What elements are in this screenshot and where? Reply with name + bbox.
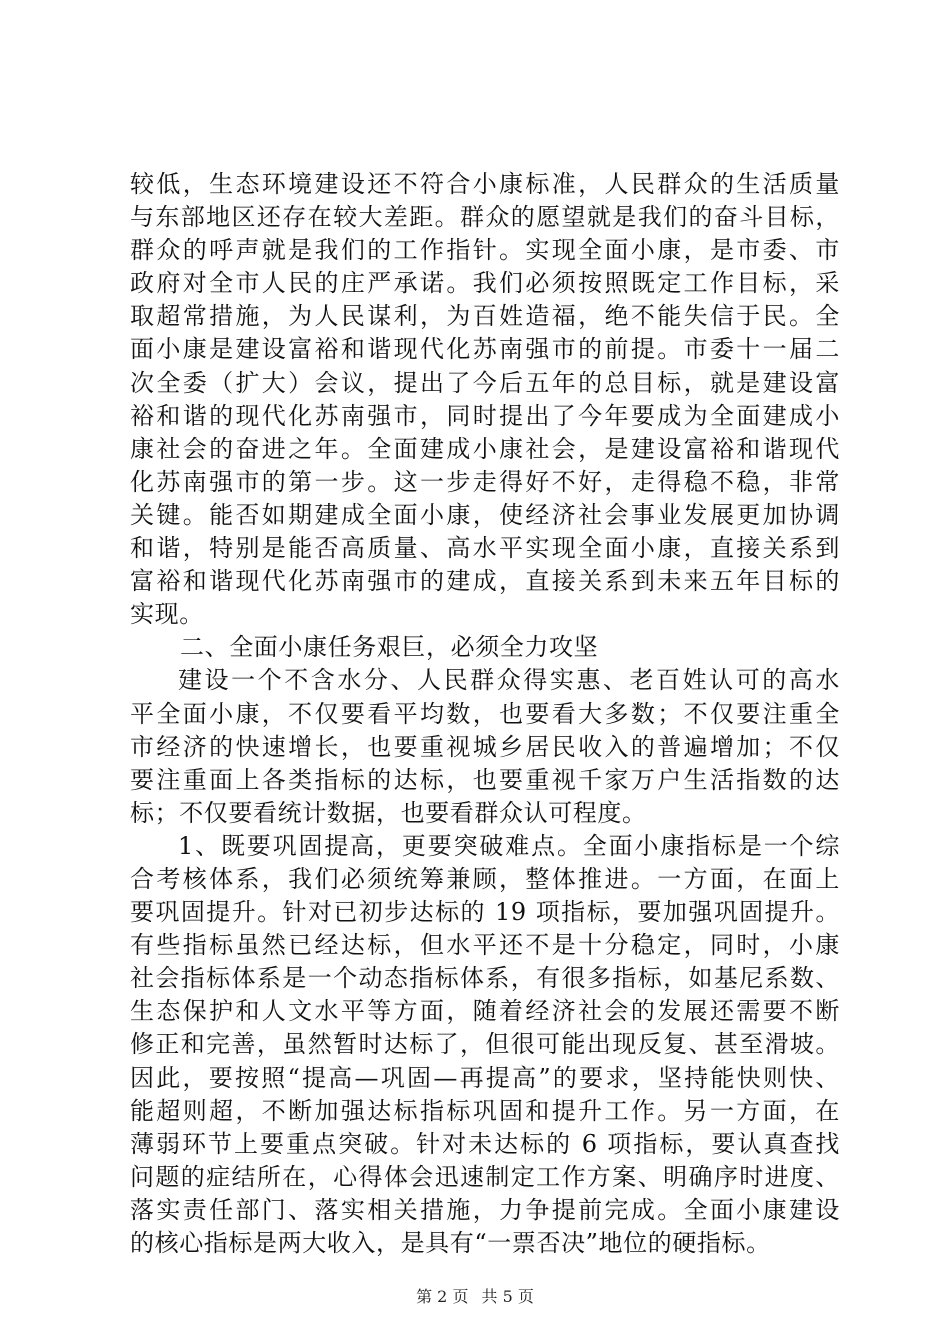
text-line: 1、既要巩固提高，更要突破难点。全面小康指标是一个综 [178, 831, 840, 860]
text-line: 平全面小康，不仅要看平均数，也要看大多数；不仅要注重全 [130, 699, 840, 728]
document-body [130, 168, 840, 1260]
text-line: 能超则超，不断加强达标指标巩固和提升工作。另一方面，在 [130, 1096, 840, 1125]
text-line: 关键。能否如期建成全面小康，使经济社会事业发展更加协调 [130, 500, 840, 529]
page-number: 第 2 页 [416, 1287, 469, 1306]
paragraph [130, 664, 840, 829]
page-footer [0, 1284, 950, 1307]
paragraph [130, 830, 840, 1260]
text-line: 取超常措施，为人民谋利，为百姓造福，绝不能失信于民。全 [130, 302, 840, 331]
text-line: 落实责任部门、落实相关措施，力争提前完成。全面小康建设 [130, 1195, 840, 1224]
text-line: 实现。 [130, 600, 204, 629]
page-total: 共 5 页 [481, 1287, 534, 1306]
text-line: 和谐，特别是能否高质量、高水平实现全面小康，直接关系到 [130, 534, 840, 563]
text-line: 较低，生态环境建设还不符合小康标准，人民群众的生活质量 [130, 170, 840, 198]
text-line: 次全委（扩大）会议，提出了今后五年的总目标，就是建设富 [130, 368, 840, 397]
text-line: 问题的症结所在，心得体会迅速制定工作方案、明确序时进度、 [130, 1162, 840, 1191]
text-line: 要注重面上各类指标的达标，也要重视千家万户生活指数的达 [130, 765, 840, 794]
text-line: 标；不仅要看统计数据，也要看群众认可程度。 [130, 798, 647, 827]
text-line: 政府对全市人民的庄严承诺。我们必须按照既定工作目标，采 [130, 269, 840, 298]
text-line: 有些指标虽然已经达标，但水平还不是十分稳定，同时，小康 [130, 931, 840, 960]
section-heading [130, 631, 840, 664]
text-line: 修正和完善，虽然暂时达标了，但很可能出现反复、甚至滑坡。 [130, 1030, 840, 1059]
text-line: 的核心指标是两大收入，是具有“一票否决”地位的硬指标。 [130, 1229, 771, 1257]
text-line: 与东部地区还存在较大差距。群众的愿望就是我们的奋斗目标， [130, 203, 840, 232]
text-line: 市经济的快速增长，也要重视城乡居民收入的普遍增加；不仅 [130, 732, 840, 761]
text-line: 要巩固提升。针对已初步达标的 19 项指标，要加强巩固提升。 [130, 898, 840, 927]
text-line: 化苏南强市的第一步。这一步走得好不好，走得稳不稳，非常 [130, 467, 840, 496]
text-line: 社会指标体系是一个动态指标体系，有很多指标，如基尼系数、 [130, 964, 840, 993]
text-line: 建设一个不含水分、人民群众得实惠、老百姓认可的高水 [178, 666, 840, 695]
paragraph [130, 168, 840, 631]
text-line: 生态保护和人文水平等方面，随着经济社会的发展还需要不断 [130, 997, 840, 1026]
text-line: 薄弱环节上要重点突破。针对未达标的 6 项指标，要认真查找 [130, 1129, 840, 1158]
text-line: 裕和谐的现代化苏南强市，同时提出了今年要成为全面建成小 [130, 401, 840, 430]
text-line: 因此，要按照“提高—巩固—再提高”的要求，坚持能快则快、 [130, 1063, 840, 1092]
text-line: 富裕和谐现代化苏南强市的建成，直接关系到未来五年目标的 [130, 567, 840, 596]
text-line: 面小康是建设富裕和谐现代化苏南强市的前提。市委十一届二 [130, 335, 840, 364]
text-line: 二、全面小康任务艰巨，必须全力攻坚 [180, 633, 599, 662]
text-line: 群众的呼声就是我们的工作指针。实现全面小康，是市委、市 [130, 236, 840, 265]
text-line: 合考核体系，我们必须统筹兼顾，整体推进。一方面，在面上 [130, 864, 840, 893]
text-line: 康社会的奋进之年。全面建成小康社会，是建设富裕和谐现代 [130, 434, 840, 463]
